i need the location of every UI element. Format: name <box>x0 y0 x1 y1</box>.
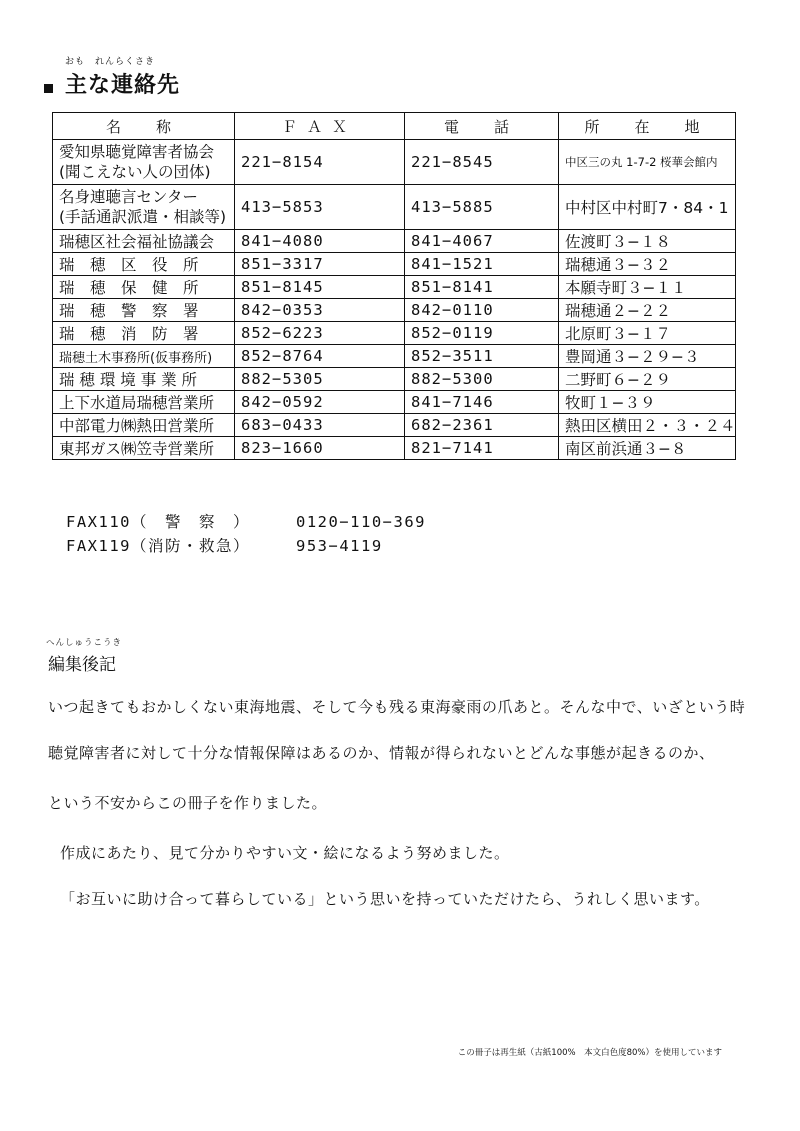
fax-number: 851−3317 <box>235 253 405 276</box>
fax-line-fire <box>66 534 426 558</box>
table-row <box>53 368 736 391</box>
heading-title: 主な連絡先 <box>65 73 181 98</box>
table-row <box>53 322 736 345</box>
fax-number: 841−4080 <box>235 230 405 253</box>
table-row <box>53 345 736 368</box>
tel-number: 882−5300 <box>405 368 559 391</box>
table-header-row <box>53 113 736 140</box>
fax-number: 852−8764 <box>235 345 405 368</box>
footnote: この冊子は再生紙（古紙100% 本文白色度80%）を使用しています <box>457 1048 722 1058</box>
org-name: 瑞 穂 環 境 事 業 所 <box>53 368 235 391</box>
header-tel: 電 話 <box>405 113 559 140</box>
address: 本願寺町３−１１ <box>559 276 736 299</box>
table-row <box>53 391 736 414</box>
org-name: 中部電力㈱熱田営業所 <box>53 414 235 437</box>
paragraph: いつ起きてもおかしくない東海地震、そして今も残る東海豪雨の爪あと。そんな中で、いざという時 <box>48 698 746 716</box>
tel-number: 221−8545 <box>405 140 559 185</box>
address: 豊岡通３−２９−３ <box>559 345 736 368</box>
fax-number: 842−0353 <box>235 299 405 322</box>
paragraph: 「お互いに助け合って暮らしている」という思いを持っていただけたら、うれしく思います。 <box>60 890 710 908</box>
address: 牧町１−３９ <box>559 391 736 414</box>
address: 二野町６−２９ <box>559 368 736 391</box>
org-name: 瑞 穂 保 健 所 <box>53 276 235 299</box>
header-address: 所 在 地 <box>559 113 736 140</box>
table-row <box>53 276 736 299</box>
org-name: 愛知県聴覚障害者協会 (聞こえない人の団体) <box>53 140 235 185</box>
table-row <box>53 185 736 230</box>
fax-label: FAX119（消防・救急） <box>66 537 250 555</box>
paragraph: 聴覚障害者に対して十分な情報保障はあるのか、情報が得られないとどんな事態が起きるのか、 <box>48 744 715 762</box>
tel-number: 842−0110 <box>405 299 559 322</box>
table-row <box>53 437 736 460</box>
table-row <box>53 299 736 322</box>
fax-line-police <box>66 510 426 534</box>
tel-number: 413−5885 <box>405 185 559 230</box>
address: 中区三の丸 1-7-2 桜華会館内 <box>559 140 736 185</box>
address: 熱田区横田２・３・２４ <box>559 414 736 437</box>
tel-number: 821−7141 <box>405 437 559 460</box>
address: 南区前浜通３−８ <box>559 437 736 460</box>
header-fax: ＦＡＸ <box>235 113 405 140</box>
fax-number: 882−5305 <box>235 368 405 391</box>
table-row <box>53 140 736 185</box>
org-name: 瑞 穂 区 役 所 <box>53 253 235 276</box>
fax-number: 953−4119 <box>296 537 383 555</box>
org-name: 上下水道局瑞穂営業所 <box>53 391 235 414</box>
address: 瑞穂通２−２２ <box>559 299 736 322</box>
bullet-square-icon <box>44 84 53 93</box>
fax-label: FAX110（ 警 察 ） <box>66 513 250 531</box>
paragraph: 作成にあたり、見て分かりやすい文・絵になるよう努めました。 <box>60 844 510 862</box>
header-name: 名 称 <box>53 113 235 140</box>
fax-number: 823−1660 <box>235 437 405 460</box>
org-name: 名身連聴言センター (手話通訳派遣・相談等) <box>53 185 235 230</box>
tel-number: 852−0119 <box>405 322 559 345</box>
org-name: 東邦ガス㈱笠寺営業所 <box>53 437 235 460</box>
editor-ruby: へんしゅうこうき <box>46 638 123 648</box>
fax-number: 852−6223 <box>235 322 405 345</box>
tel-number: 851−8141 <box>405 276 559 299</box>
contacts-table <box>52 112 736 460</box>
address: 北原町３−１７ <box>559 322 736 345</box>
fax-number: 851−8145 <box>235 276 405 299</box>
heading-ruby: おも れんらくさき <box>65 57 156 67</box>
table-row <box>53 230 736 253</box>
address: 瑞穂通３−３２ <box>559 253 736 276</box>
tel-number: 682−2361 <box>405 414 559 437</box>
fax-number: 221−8154 <box>235 140 405 185</box>
editor-title: 編集後記 <box>48 655 116 675</box>
table-row <box>53 253 736 276</box>
fax-number: 0120−110−369 <box>296 513 426 531</box>
fax-number: 413−5853 <box>235 185 405 230</box>
tel-number: 841−1521 <box>405 253 559 276</box>
tel-number: 852−3511 <box>405 345 559 368</box>
tel-number: 841−4067 <box>405 230 559 253</box>
address: 中村区中村町7・84・1 <box>559 185 736 230</box>
org-name: 瑞穂区社会福祉協議会 <box>53 230 235 253</box>
org-name: 瑞穂土木事務所(仮事務所) <box>53 345 235 368</box>
section-heading <box>44 57 181 99</box>
tel-number: 841−7146 <box>405 391 559 414</box>
fax-number: 842−0592 <box>235 391 405 414</box>
table-row <box>53 414 736 437</box>
fax-number: 683−0433 <box>235 414 405 437</box>
paragraph: という不安からこの冊子を作りました。 <box>48 794 328 812</box>
address: 佐渡町３−１８ <box>559 230 736 253</box>
emergency-fax-list <box>66 510 426 558</box>
org-name: 瑞 穂 消 防 署 <box>53 322 235 345</box>
org-name: 瑞 穂 警 察 署 <box>53 299 235 322</box>
